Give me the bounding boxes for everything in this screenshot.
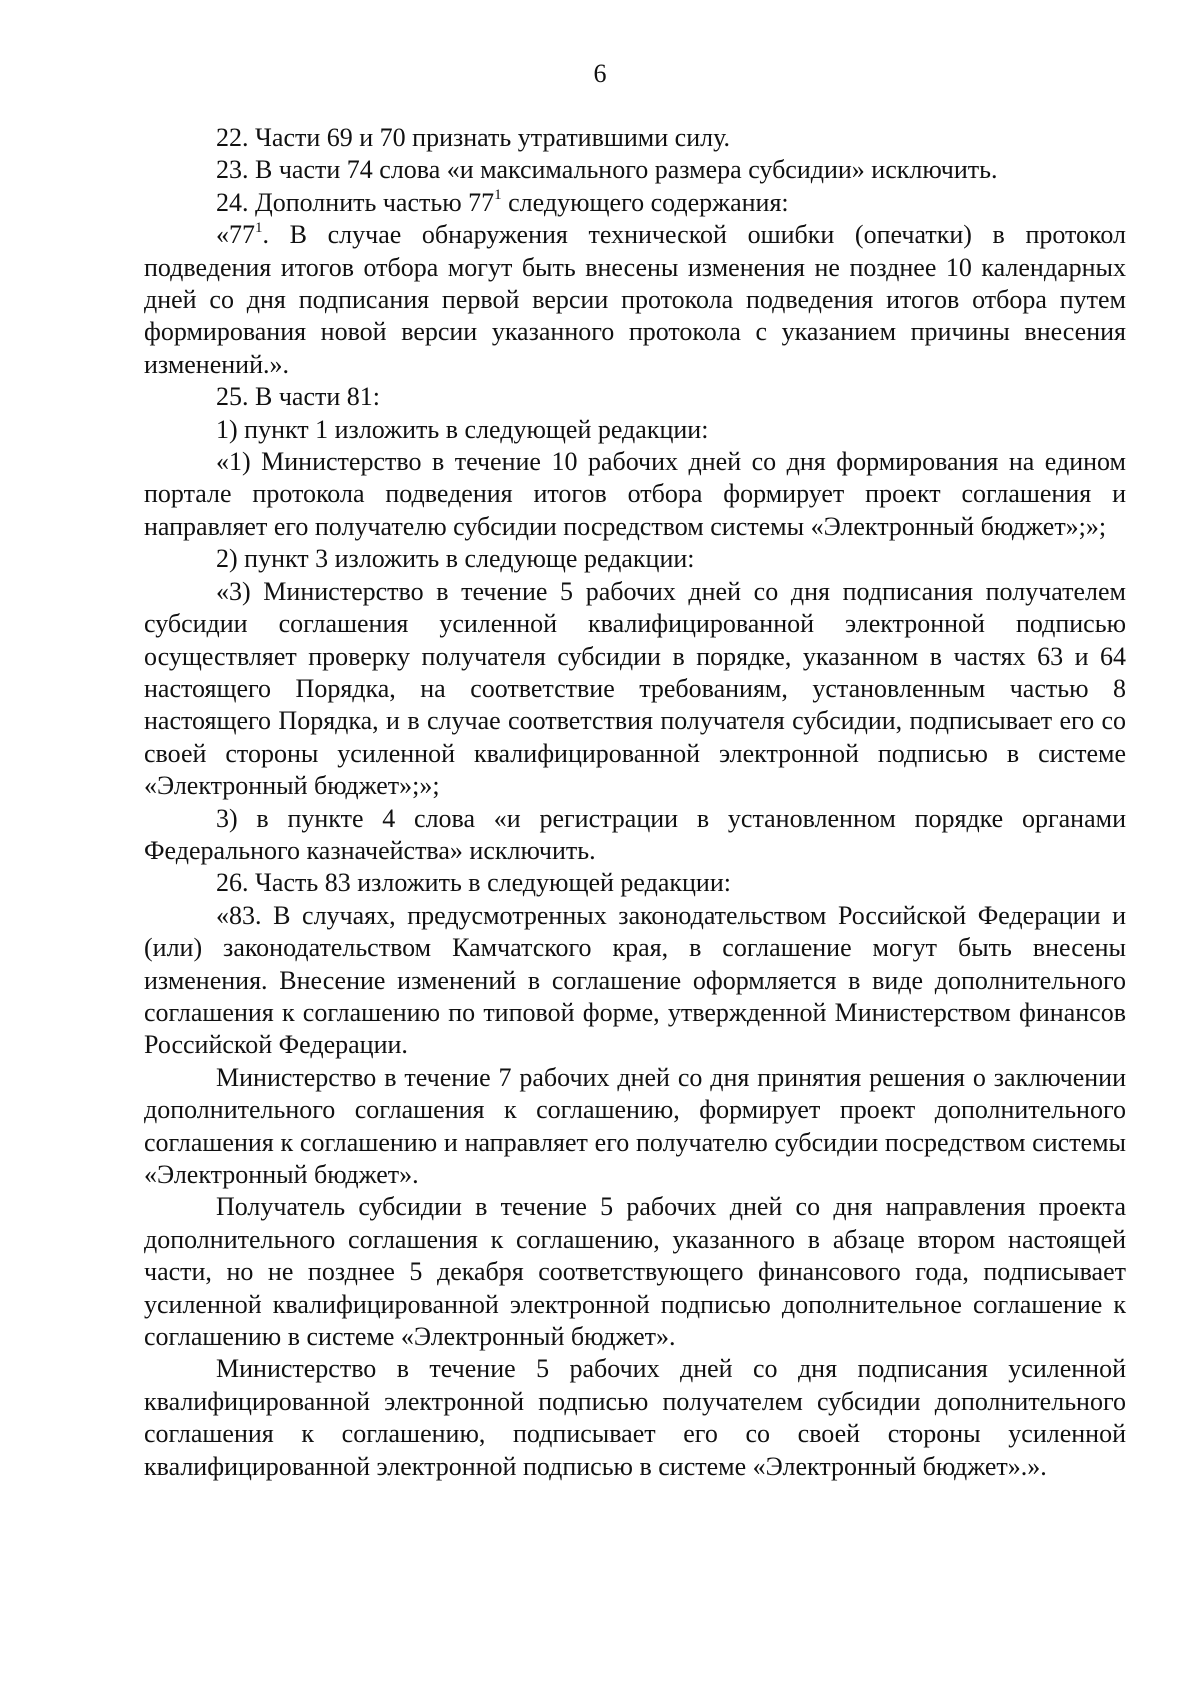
paragraph-83-fourth: Министерство в течение 5 рабочих дней со дня подписания усиленной квалифицированной электронной подписью получателем субсидии дополнительного соглашения к соглашению, подписывает его со своей стороны усиленной квалифицированной электронной подписью в системе «Электронный бюджет».». [144, 1354, 1126, 1481]
paragraph-25: 25. В части 81: [216, 382, 380, 412]
paragraph-77-1-text: «77 [216, 220, 255, 250]
paragraph-24 [144, 187, 1126, 219]
page-number: 6 [593, 59, 607, 88]
paragraph-24-text: 24. Дополнить частью 77 [216, 187, 495, 217]
paragraph-77-1-text-end: . В случае обнаружения технической ошибки (опечатки) в протокол подведения итогов отбора могут быть внесены изменения не позднее 10 календарных дней со дня подписания первой версии протокола подведения итогов отбора путем формирования новой версии указанного протокола с указанием причины внесения изменений.». [144, 220, 1126, 379]
paragraph-83-third: Получатель субсидии в течение 5 рабочих дней со дня направления проекта дополнительного соглашения к соглашению, указанного в абзаце втором настоящей части, но не позднее 5 декабря соответствующего финансового года, подписывает усиленной квалифицированной электронной подписью дополнительное соглашение к соглашению в системе «Электронный бюджет». [144, 1192, 1126, 1352]
paragraph-25-item-3: 3) в пункте 4 слова «и регистрации в установленном порядке органами Федерального казначейства» исключить. [144, 803, 1126, 865]
document-body [144, 122, 1126, 1483]
paragraph-23: 23. В части 74 слова «и максимального размера субсидии» исключить. [216, 155, 998, 185]
paragraph-77-1-quote [144, 219, 1126, 381]
paragraph-22: 22. Части 69 и 70 признать утратившими силу. [216, 123, 730, 152]
paragraph-83-second: Министерство в течение 7 рабочих дней со дня принятия решения о заключении дополнительного соглашения к соглашению, формирует проект дополнительного соглашения к соглашению и направляет его получателю субсидии посредством системы «Электронный бюджет». [144, 1062, 1126, 1189]
paragraph-25-item-1: 1) пункт 1 изложить в следующей редакции: [216, 414, 709, 444]
superscript: 1 [255, 219, 263, 236]
paragraph-25-item-2: 2) пункт 3 изложить в следующе редакции: [216, 544, 695, 574]
paragraph-26: 26. Часть 83 изложить в следующей редакции: [216, 868, 731, 898]
paragraph-83-quote: «83. В случаях, предусмотренных законодательством Российской Федерации и (или) законодательством Камчатского края, в соглашение могут быть внесены изменения. Внесение изменений в соглашение оформляется в виде дополнительного соглашения к соглашению по типовой форме, утвержденной Министерством финансов Российской Федерации. [144, 900, 1126, 1060]
paragraph-25-item-1-quote: «1) Министерство в течение 10 рабочих дней со дня формирования на едином портале протокола подведения итогов отбора формирует проект соглашения и направляет его получателю субсидии посредством системы «Электронный бюджет»;»; [144, 447, 1126, 541]
paragraph-24-text-end: следующего содержания: [501, 187, 789, 217]
superscript: 1 [494, 187, 502, 204]
paragraph-25-item-2-quote: «3) Министерство в течение 5 рабочих дней со дня подписания получателем субсидии соглашения усиленной квалифицированной электронной подписью осуществляет проверку получателя субсидии в порядке, указанном в частях 63 и 64 настоящего Порядка, на соответствие требованиям, установленным частью 8 настоящего Порядка, и в случае соответствия получателя субсидии, подписывает его со своей стороны усиленной квалифицированной электронной подписью в системе «Электронный бюджет»;»; [144, 576, 1126, 801]
